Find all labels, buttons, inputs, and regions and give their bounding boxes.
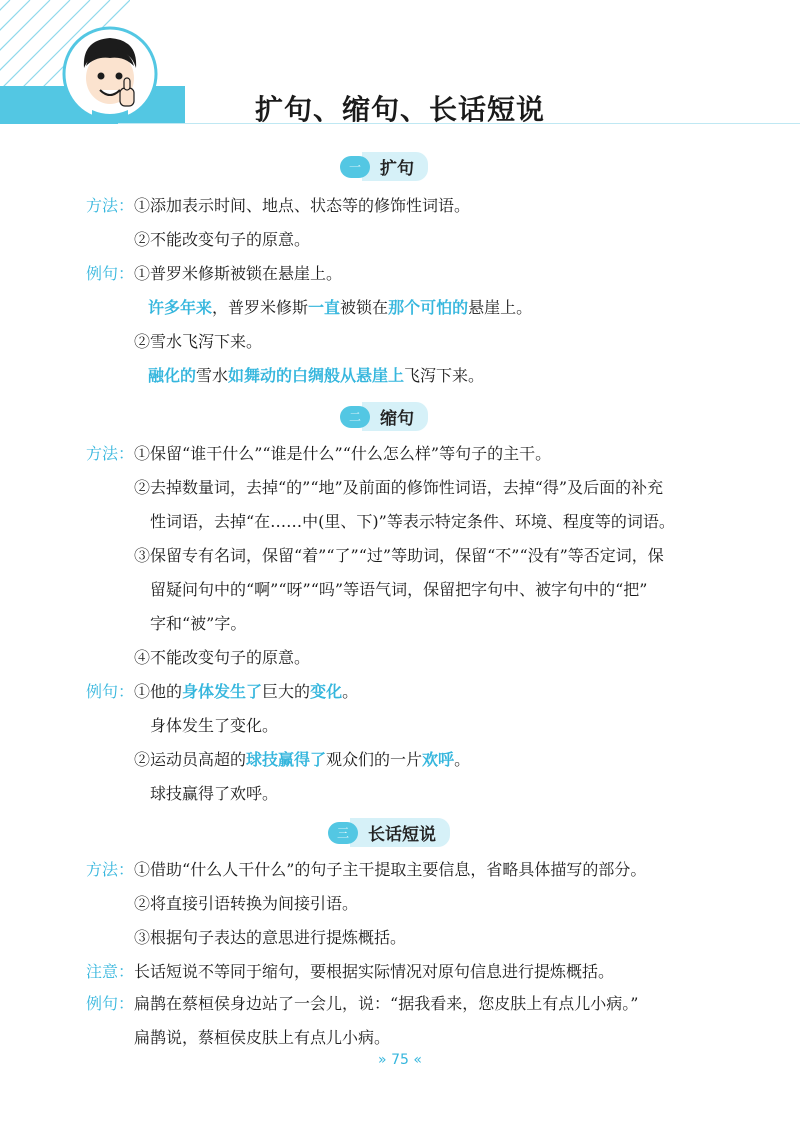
example-text: 扁鹊在蔡桓侯身边站了一会儿，说：“据我看来，您皮肤上有点儿小病。” [134, 994, 639, 1013]
method-line [134, 928, 406, 948]
section-number-badge: 二 [340, 406, 370, 428]
method-line [86, 196, 470, 216]
example-line: ②运动员高超的球技赢得了观众们的一片欢呼。 [134, 750, 471, 769]
sentence-trunk: 身体发生了 [182, 682, 263, 701]
section-title: 长话短说 [350, 818, 450, 847]
section-header-summarize [328, 818, 450, 847]
example-label: 例句： [86, 682, 135, 701]
method-item: ①保留“谁干什么”“谁是什么”“什么怎么样”等句子的主干。 [134, 444, 552, 463]
note-line [86, 962, 614, 982]
method-item: ②不能改变句子的原意。 [134, 230, 311, 249]
sentence-trunk: 欢呼 [422, 750, 455, 769]
method-item: ①添加表示时间、地点、状态等的修饰性词语。 [134, 196, 471, 215]
example-label: 例句： [86, 994, 135, 1013]
method-item: ③保留专有名词，保留“着”“了”“过”等助词，保留“不”“没有”等否定词，保 [134, 546, 664, 565]
method-line [150, 580, 647, 600]
chevron-left-icon: « [413, 1052, 422, 1068]
method-line [134, 648, 310, 668]
section-title: 扩句 [362, 152, 428, 181]
method-line [134, 478, 663, 498]
added-modifier: 许多年来 [148, 298, 213, 317]
section-number-badge: 三 [328, 822, 358, 844]
page-title: 扩句、缩句、长话短说 [254, 93, 545, 126]
section-header-expand [340, 152, 428, 181]
method-line [134, 546, 664, 566]
added-modifier: 一直 [308, 298, 341, 317]
added-modifier: 如舞动的白绸般从悬崖上 [228, 366, 405, 385]
method-line [134, 894, 358, 914]
example-summary: 扁鹊说，蔡桓侯皮肤上有点儿小病。 [134, 1028, 391, 1047]
method-line [134, 230, 310, 250]
chevron-right-icon: » [378, 1052, 387, 1068]
method-item: ②去掉数量词，去掉“的”“地”及前面的修饰性词语，去掉“得”及后面的补充 [134, 478, 664, 497]
method-item: ②将直接引语转换为间接引语。 [134, 894, 359, 913]
section-header-condense [340, 402, 428, 431]
example-original: ①普罗米修斯被锁在悬崖上。 [134, 264, 343, 283]
example-line: 例句：①他的身体发生了巨大的变化。 [86, 682, 359, 701]
example-expanded: 融化的雪水如舞动的白绸般从悬崖上飞泻下来。 [148, 366, 485, 385]
section-title: 缩句 [362, 402, 428, 431]
note-label: 注意： [86, 962, 135, 981]
added-modifier: 那个可怕的 [388, 298, 469, 317]
example-expanded: 许多年来，普罗米修斯一直被锁在那个可怕的悬崖上。 [148, 298, 533, 317]
method-label: 方法： [86, 196, 135, 215]
example-line [134, 332, 262, 352]
sentence-trunk: 球技赢得了 [246, 750, 327, 769]
method-line [86, 860, 646, 880]
added-modifier: 融化的 [148, 366, 197, 385]
method-item: ③根据句子表达的意思进行提炼概括。 [134, 928, 407, 947]
method-line [150, 512, 675, 532]
method-item: 性词语，去掉“在……中(里、下)”等表示特定条件、环境、程度等的词语。 [150, 512, 675, 531]
method-item: 字和“被”字。 [150, 614, 247, 633]
method-item: 留疑问句中的“啊”“呀”“吗”等语气词，保留把字句中、被字句中的“把” [150, 580, 648, 599]
example-label: 例句： [86, 264, 135, 283]
example-condensed: 球技赢得了欢呼。 [150, 784, 279, 803]
example-line [86, 264, 342, 284]
example-condensed: 身体发生了变化。 [150, 716, 279, 735]
method-line [150, 614, 246, 634]
method-item: ④不能改变句子的原意。 [134, 648, 311, 667]
note-text: 长话短说不等同于缩句，要根据实际情况对原句信息进行提炼概括。 [134, 962, 615, 981]
page-footer [0, 1052, 800, 1068]
method-item: ①借助“什么人干什么”的句子主干提取主要信息，省略具体描写的部分。 [134, 860, 647, 879]
sentence-trunk: 变化 [310, 682, 343, 701]
page-number: 75 [391, 1052, 409, 1068]
section-number-badge: 一 [340, 156, 370, 178]
method-line [86, 444, 551, 464]
example-line [86, 994, 638, 1014]
method-label: 方法： [86, 860, 135, 879]
method-label: 方法： [86, 444, 135, 463]
example-original: ②雪水飞泻下来。 [134, 332, 263, 351]
